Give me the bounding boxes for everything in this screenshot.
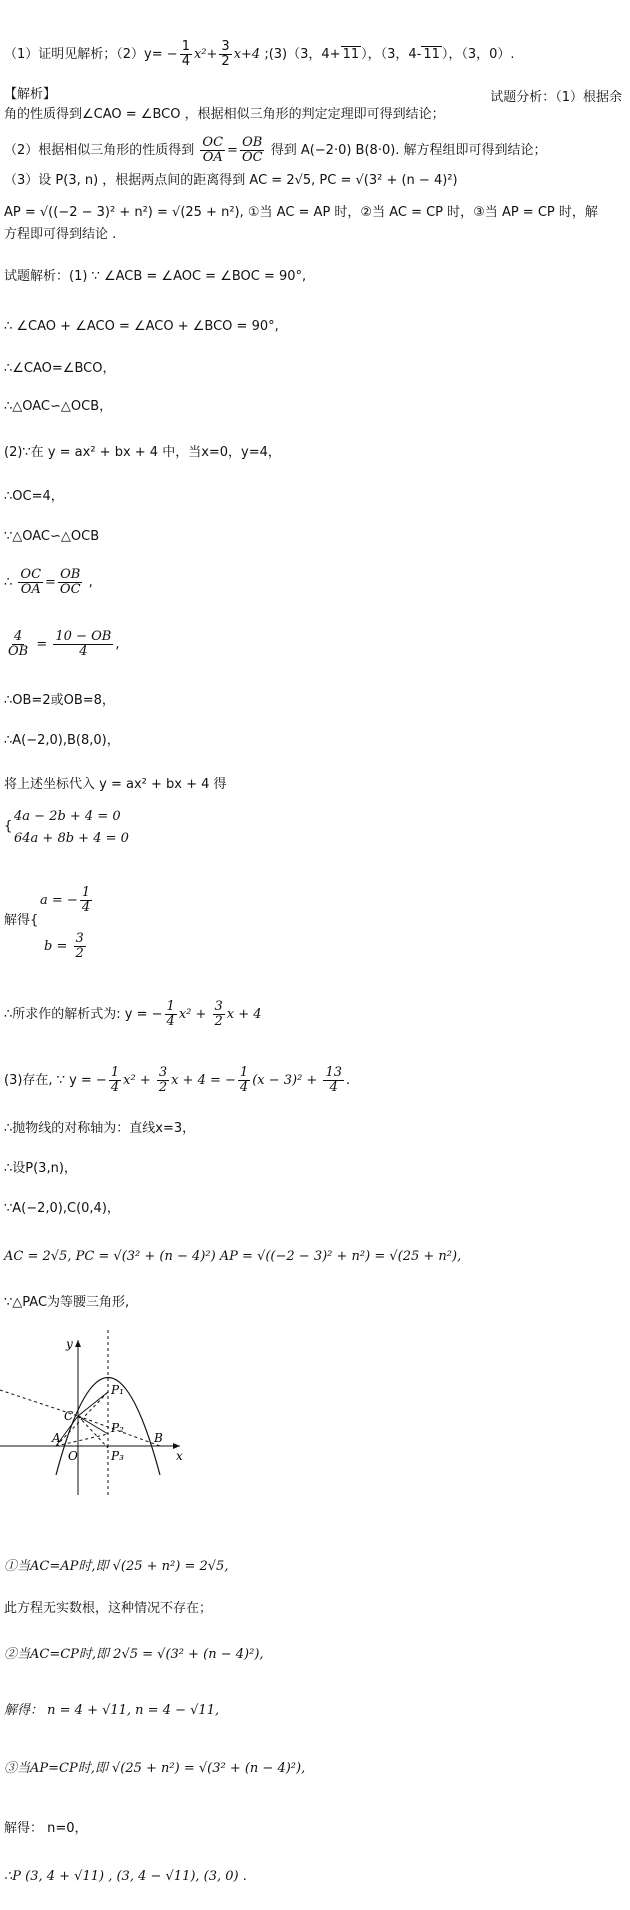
analysis-line-2: （2）根据相似三角形的性质得到 $\frac{OC}{OA}$ = $\frac{OB}{OC}$ 得到 A(−2·0) B(8·0). 解方程组即可得到结论；: [4, 135, 547, 165]
step-16: ∵A(−2,0),C(0,4)，: [4, 1201, 120, 1216]
a-value: a = − $\frac{1}{4}$: [40, 885, 91, 915]
label-O: O: [68, 1449, 78, 1463]
segment-CP1: [78, 1392, 108, 1416]
case-3-result: 解得： n=0，: [4, 1821, 88, 1836]
step-6: ∴OC=4，: [4, 489, 64, 504]
jiexi-header: 【解析】: [4, 87, 57, 102]
system-brace: {: [4, 819, 13, 834]
case-3: ③当AP=CP时,即 √(25 + n²) = √(3² + (n − 4)²),: [4, 1761, 306, 1776]
analysis-line-5: 方程即可得到结论 .: [4, 227, 117, 242]
step-ratio: $\frac{4}{OB}$ = $\frac{10 - OB}{4}$ ,: [8, 629, 120, 659]
step-12: ∴所求作的解析式为: y = − $\frac{1}{4}$ x² + $\frac{3}{2}$ x + 4: [4, 999, 262, 1029]
a-eq: a = −: [40, 893, 78, 908]
step-1: 试题解析：(1) ∵ ∠ACB = ∠AOC = ∠BOC = 90°,: [4, 269, 307, 284]
step-17: AC = 2√5, PC = √(3² + (n − 4)²) AP = √((−2 − 3)² + n²) = √(25 + n²),: [4, 1249, 462, 1264]
step-9: ∴OB=2或OB=8，: [4, 693, 115, 708]
fraction: $\frac{1}{4}$: [181, 39, 190, 69]
analysis-line-3: （3）设 P(3, n) ，根据两点间的距离得到 AC = 2√5, PC = √(3² + (n − 4)²): [4, 173, 458, 188]
analysis-line-1: 角的性质得到∠CAO = ∠BCO ，根据相似三角形的判定定理即可得到结论；: [4, 107, 445, 122]
y-axis-arrow: [75, 1340, 81, 1347]
step-2: ∴ ∠CAO + ∠ACO = ∠ACO + ∠BCO = 90°,: [4, 319, 279, 334]
fraction: $\frac{3}{2}$: [221, 39, 230, 69]
step-3: ∴∠CAO=∠BCO，: [4, 361, 116, 376]
label-y: y: [66, 1337, 73, 1351]
label-A: A: [52, 1431, 61, 1445]
fenxi-header: 试题分析：（1）根据余: [490, 90, 622, 105]
step-14: ∴抛物线的对称轴为：直线x=3，: [4, 1121, 196, 1136]
parabola-figure: [0, 1330, 190, 1500]
step-5: (2)∵在 y = ax² + bx + 4 中，当x=0，y=4，: [4, 445, 281, 460]
answer-part-4: ），（3，0）.: [441, 47, 515, 62]
step-8: ∴ $\frac{OC}{OA}$ = $\frac{OB}{OC}$ ,: [4, 567, 93, 597]
label-P2: P₂: [111, 1421, 124, 1435]
label-P1: P₁: [111, 1383, 124, 1397]
equation-2: 64a + 8b + 4 = 0: [14, 831, 129, 846]
step-11: 将上述坐标代入 y = ax² + bx + 4 得: [4, 777, 227, 792]
label-B: B: [154, 1431, 163, 1445]
answer-part-1: （1）证明见解析；（2）y=: [4, 47, 163, 62]
step-13: (3)存在, ∵ y = − $\frac{1}{4}$ x² + $\frac{3}{2}$ x + 4 = − $\frac{1}{4}$ (x − 3)² + $\frac{13}{4}$ .: [4, 1065, 351, 1095]
step-12-text: ∴所求作的解析式为: y = −: [4, 1007, 163, 1022]
solve-word: 解得: [4, 913, 31, 928]
b-eq: b =: [44, 939, 68, 954]
segment-CP3: [78, 1416, 108, 1448]
label-P3: P₃: [111, 1449, 124, 1463]
case-2: ②当AC=CP时,即 2√5 = √(3² + (n − 4)²),: [4, 1647, 264, 1662]
case-2-result: 解得： n = 4 + √11, n = 4 − √11,: [4, 1703, 220, 1718]
step-18: ∵△PAC为等腰三角形,: [4, 1295, 130, 1310]
step-10: ∴A(−2,0),B(8,0)，: [4, 733, 120, 748]
label-x: x: [176, 1449, 183, 1463]
case-1-result: 此方程无实数根，这种情况不存在；: [4, 1601, 213, 1616]
step-4: ∴△OAC∽△OCB，: [4, 399, 113, 414]
analysis-line-2a: （2）根据相似三角形的性质得到: [4, 143, 195, 158]
step-13-text: (3)存在, ∵ y = −: [4, 1073, 107, 1088]
equation-1: 4a − 2b + 4 = 0: [14, 809, 121, 824]
step-7: ∵△OAC∽△OCB: [4, 529, 100, 544]
answer-line: （1）证明见解析；（2）y= − $\frac{1}{4}$ x²+ $\frac{3}{2}$ x+4 ;(3)（3，4+ 11 ），（3，4- 11 ），（3，0）.: [4, 39, 515, 69]
step-15: ∴设P(3,n)，: [4, 1161, 77, 1176]
solve-label: 解得{: [4, 913, 39, 928]
answer-part-2: ;(3)（3，4+: [264, 47, 341, 62]
analysis-line-2b: 得到 A(−2·0) B(8·0). 解方程组即可得到结论；: [270, 143, 547, 158]
analysis-line-4: AP = √((−2 − 3)² + n²) = √(25 + n²), ①当 AC = AP 时，②当 AC = CP 时，③当 AP = CP 时，解: [4, 205, 598, 220]
answer-part-3: ），（3，4-: [361, 47, 422, 62]
case-1: ①当AC=AP时,即 √(25 + n²) = 2√5,: [4, 1559, 229, 1574]
label-C: C: [64, 1409, 74, 1423]
final-answer: ∴P (3, 4 + √11) , (3, 4 − √11), (3, 0) .: [4, 1869, 247, 1884]
b-value: b = $\frac{3}{2}$: [44, 931, 84, 961]
